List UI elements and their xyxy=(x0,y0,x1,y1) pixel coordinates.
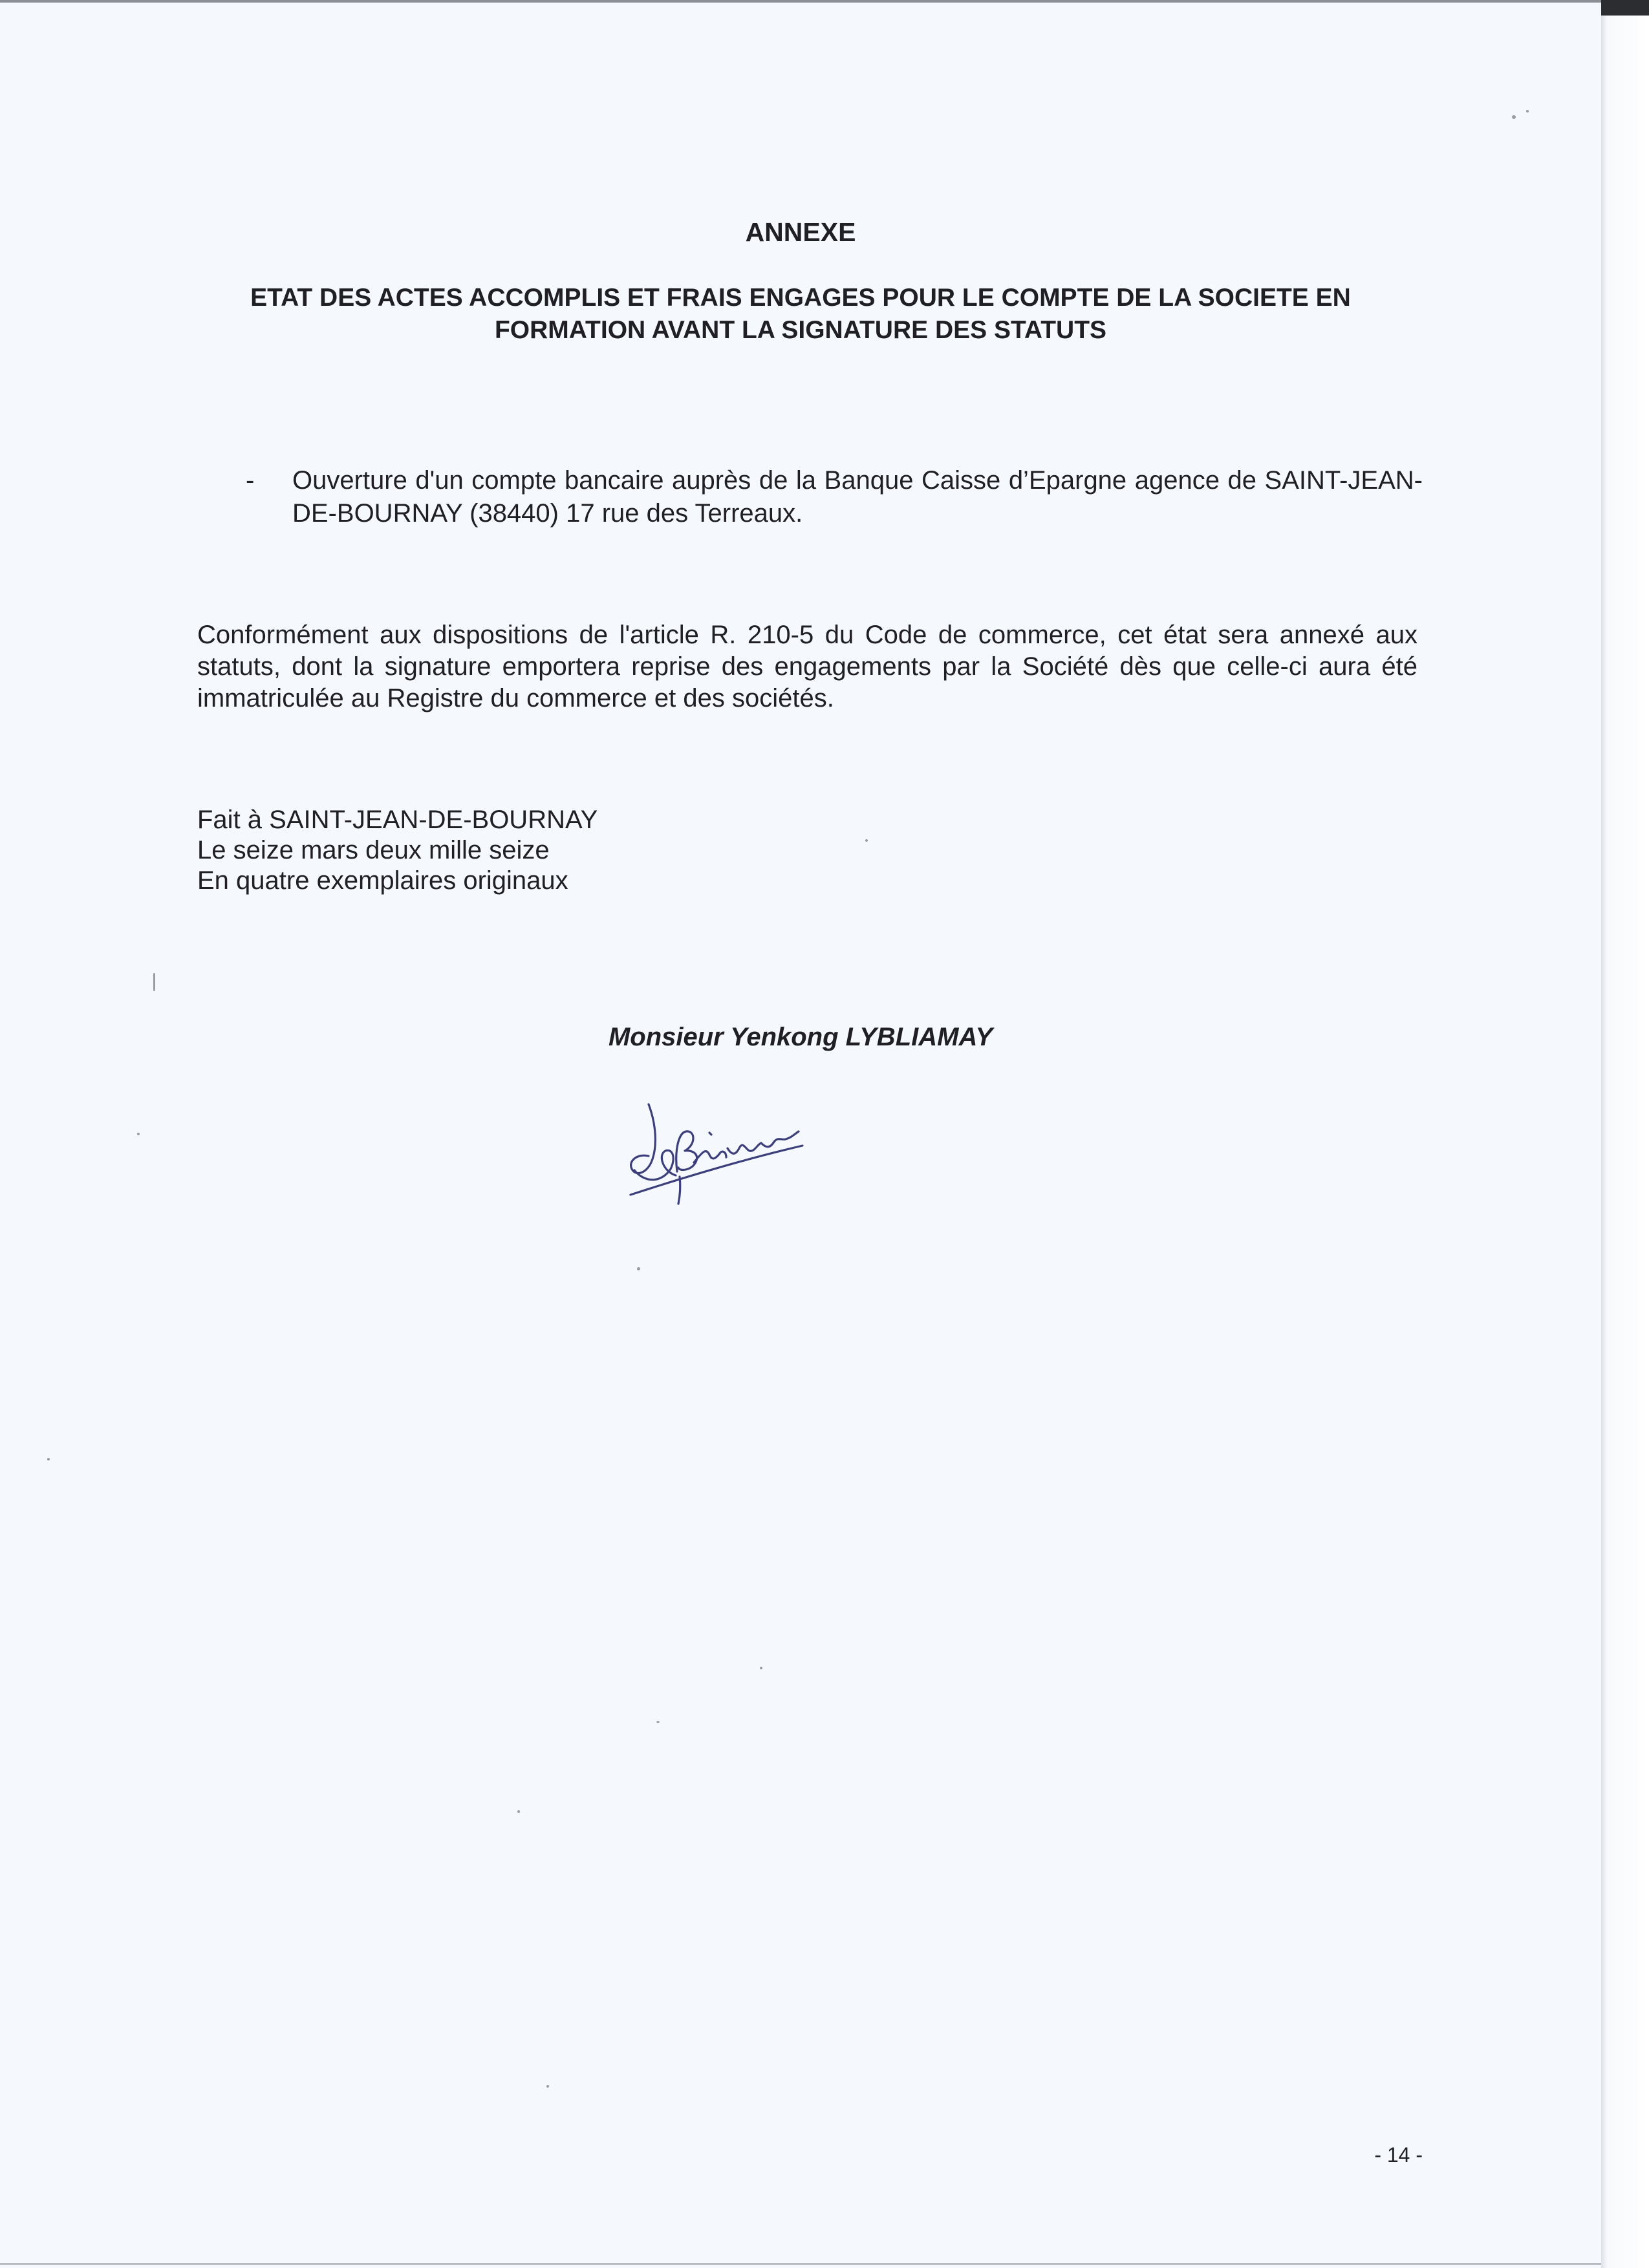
scan-speck xyxy=(47,1458,50,1460)
scan-speck xyxy=(637,1267,640,1270)
annex-title: ANNEXE xyxy=(745,217,856,247)
page-number: - 14 - xyxy=(1374,2143,1423,2166)
annex-heading xyxy=(194,282,1407,347)
signing-place-date xyxy=(197,805,973,896)
scan-speck xyxy=(1512,115,1516,119)
signing-date: Le seize mars deux mille seize xyxy=(197,836,550,864)
signatory-name: Monsieur Yenkong LYBLIAMAY xyxy=(608,1023,993,1051)
scan-speck xyxy=(546,2085,549,2088)
scan-speck xyxy=(153,973,155,991)
handwritten-signature xyxy=(611,1086,818,1215)
scan-edge-right xyxy=(1601,0,1649,2268)
annex-heading-line-1: ETAT DES ACTES ACCOMPLIS ET FRAIS ENGAGES POUR LE COMPTE DE LA SOCIETE EN xyxy=(250,284,1351,312)
scan-speck xyxy=(1526,110,1529,112)
list-bullet: - xyxy=(246,466,255,495)
annex-heading-line-2: FORMATION AVANT LA SIGNATURE DES STATUTS xyxy=(494,316,1107,344)
list-item-text: Ouverture d'un compte bancaire auprès de la Banque Caisse d’Epargne agence de SAINT-JEAN-DE-BOURNAY (38440) 17 rue des Terreaux. xyxy=(292,466,1423,528)
scan-edge-top xyxy=(0,0,1601,3)
scan-speck xyxy=(517,1810,520,1813)
scan-speck xyxy=(656,1721,660,1723)
copies-count: En quatre exemplaires originaux xyxy=(197,866,568,895)
conformity-paragraph: Conformément aux dispositions de l'article R. 210-5 du Code de commerce, cet état sera annexé aux statuts, dont la signature emportera reprise des engagements par la Société dès que celle-ci aura été immatriculée au Registre du commerce et des sociétés. xyxy=(197,621,1417,712)
scan-speck xyxy=(760,1667,762,1669)
scan-edge-bottom xyxy=(0,2263,1601,2265)
scan-speck xyxy=(137,1133,140,1135)
signing-place: Fait à SAINT-JEAN-DE-BOURNAY xyxy=(197,806,598,834)
